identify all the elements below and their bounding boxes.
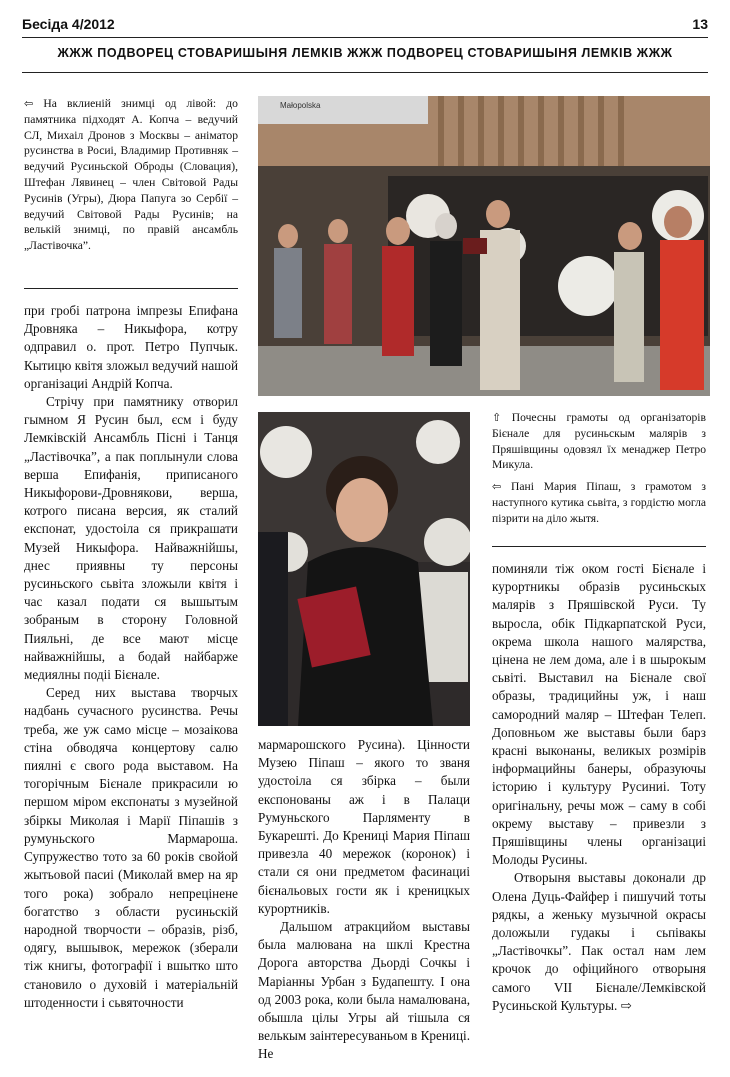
journal-issue: Бесіда 4/2012 bbox=[22, 16, 115, 32]
page-header bbox=[22, 14, 708, 34]
text-column-2 bbox=[258, 736, 470, 1064]
banner-text: Małopolska bbox=[280, 101, 321, 110]
header-rule-top bbox=[22, 37, 708, 38]
col1-paragraph-2: Стрічу при памятнику отворил гымном Я Русин был, єсм і буду Лемківскій Ансамбль Пісні і Танця „Ластівочка”, а пак поплынули слова верша Епифанія, приписаного Никыфорови-Дровнякови, верша, котрого писана версия, як сталий експонат, удостоіла ся прикрашати Музей Никыфора. Найважнійшы, днес приявны ту персоны русиньского сьвіта зложыли квітя і час казал подати ся вышытым зобраным в сторону Головной Пияльні, де все мают місце найважнійшы, а бодай найбарже медиялны подіі Бієнале. bbox=[24, 394, 238, 683]
col1-paragraph-1: при гробі патрона імпрезы Епифана Дровняка – Никыфора, котру одправил о. прот. Петро Пупчык. Кытицю квітя зложыл ведучий нашой організациі Андрій Копча. bbox=[24, 303, 238, 391]
col2-paragraph-2: Дальшом атракцийом выставы была малювана на шклі Крестна Дорога авторства Дьорді Сочкы і Маріанны Урбан з Будапешту. І она од 2003 рока, коли была намалювана, обышла цілы Угры ай тішыла ся велькым заінтересуваньом в Крениці. Не bbox=[258, 919, 470, 1062]
arrow-left-icon: ⇦ bbox=[492, 480, 502, 494]
caption-right bbox=[492, 410, 706, 533]
caption-right-rule bbox=[492, 546, 706, 547]
header-rule-bottom bbox=[22, 72, 708, 73]
caption-left bbox=[24, 96, 238, 260]
col3-paragraph-1: поминяли тіж оком гості Бієнале і курортникы образів русиньскых малярів з Пряшівской Руси. Ту выросла, обік Підкарпатской Руси, окрема школа нашого малярства, цінена не лем дома, але і в шырокым сьвіті. Выставил на Бієнале свої образы, традицийны уж, і наш самородний маляр – Штефан Телеп. Доповньом же выставы были барз красні выконаны, великых розмірів інформацийны банеры, образуючы історию і культуру Русиниі. Тоту оригінальну, речы мож – саму в собі окрему выставу – привезли з Пряшівщины члены організациі Молоды Русины. bbox=[492, 561, 706, 868]
caption-left-rule bbox=[24, 288, 238, 289]
photo-ensemble bbox=[258, 96, 710, 396]
section-band: ЖЖЖ ПОДВОРЕЦ СТОВАРИШЫНЯ ЛЕМКІВ ЖЖЖ ПОДВОРЕЦ СТОВАРИШЫНЯ ЛЕМКІВ ЖЖЖ bbox=[57, 46, 673, 60]
col3-paragraph-2: Отворыня выставы доконали др Олена Дуць-Файфер і пишучий тоты рядкы, а женьку музычной окрасы доложыли гудакы і сьпівакы „Ластівочкы”. Пак остал нам лем крочок до офіцийного отворыня самого VII Бієнале/Лемківской Русиньской Культуры. ⇨ bbox=[492, 870, 706, 1013]
photo-maria-pipash bbox=[258, 412, 470, 726]
arrow-up-icon: ⇧ bbox=[492, 411, 502, 424]
caption-right-text-2: Пані Мария Піпаш, з грамотом з наступного кутика сьвіта, з гордістю могла пізрити на діло жытя. bbox=[492, 480, 706, 525]
col2-paragraph-1: мармарошского Русина). Цінности Музею Піпаш – якого то званя удостоіла ся збірка – были експонованы аж і в Палаци Румуньского Парляменту в Букарешті. До Крениці Мария Піпаш привезла 40 мережок (коронок) і стали ся они предметом фасинациі бієнальовых гости як і креницкых курортників. bbox=[258, 737, 470, 916]
arrow-left-icon: ⇦ bbox=[24, 97, 34, 110]
caption-right-text-1: Почесны грамоты од організаторів Бієнале для русиньскым малярів з Пряшівщины одовзял їх менаджер Петро Микула. bbox=[492, 411, 706, 472]
text-column-3 bbox=[492, 560, 706, 1015]
caption-left-text: На вклиеній знимці од лівой: до памятника підходят А. Копча – ведучий СЛ, Михаіл Дронов з Москвы – аніматор русинства в Росиі, Владимир Противняк – ведучий Русиньской Оброды (Словация), Штефан Лявинец – член Світовой Рады Русинів (Угры), Дюра Папуга зо Сербії – ведучий Світовой Рады Русинів; на велькій знимці, по правій ансамбль „Ластівочка”. bbox=[24, 97, 238, 253]
text-column-1 bbox=[24, 302, 238, 1012]
col1-paragraph-3: Серед них выстава творчых надбань сучасного русинства. Речы треба, же уж само місце – мозаікова стіна обводяча концертову салю пиялні є свого рода выставом. На тогорічным Бієнале прикрасили ю першом міром експонаты з музейной збіркы Миколая і Марії Піпашів з румуньского Мармароша. Супружество тото за 60 років свойой жытьовой пасиі (Миколай вмер на яр того рока) зобрало непреціненe богатство з области русиньскій народной творчости – образів, різб, одягу, вышывок, мережок (зберали тіж книгы, фотографії і вшытко што становило о духовій і матеріальній штоденности і сьвяточности bbox=[24, 685, 238, 1010]
page-number: 13 bbox=[692, 16, 708, 32]
